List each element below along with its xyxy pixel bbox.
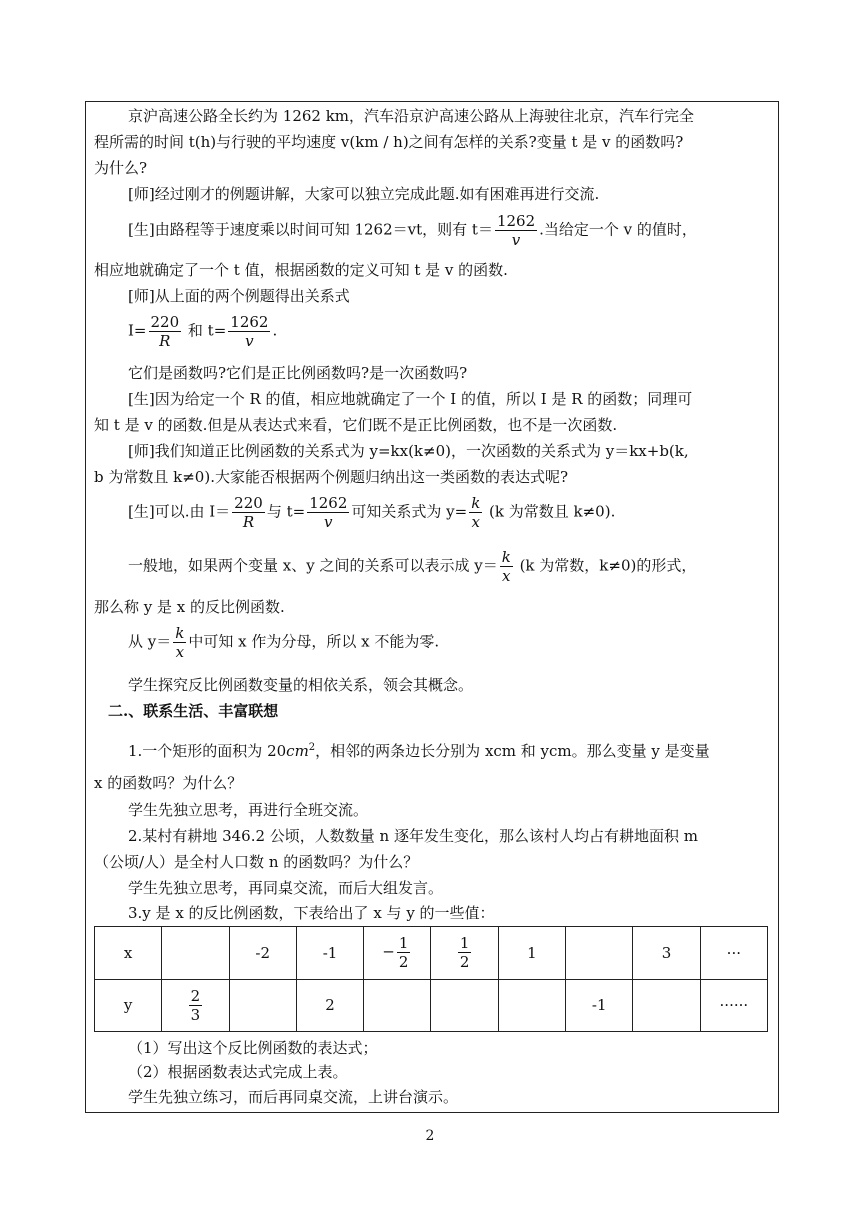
- numerator: k: [471, 494, 481, 512]
- paragraph-teacher-3-line2: b 为常数且 k≠0).大家能否根据两个例题归纳出这一类函数的表达式呢?: [94, 468, 569, 486]
- paragraph-student-1: [128, 212, 697, 249]
- question-2-line1: 2.某村有耕地 346.2 公顷，人数数量 n 逐年发生变化，那么该村人均占有耕地面积 m: [128, 827, 698, 845]
- text: [生]由路程等于速度乘以时间可知 1262＝vt，则有 t＝: [128, 220, 493, 239]
- numerator: 220: [150, 313, 180, 331]
- table-row-x: [95, 927, 768, 980]
- denominator: x: [502, 567, 511, 585]
- text: ，相邻的两条边长分别为 xcm 和 ycm。那么变量 y 是变量: [315, 742, 710, 760]
- text: 从 y＝: [128, 632, 172, 651]
- task-1: （1）写出这个反比例函数的表达式；: [128, 1039, 378, 1057]
- paragraph-explore: 学生探究反比例函数变量的相依关系，领会其概念。: [128, 676, 474, 694]
- table-cell: -1: [296, 927, 363, 980]
- fraction-t: [495, 212, 537, 249]
- denominator: x: [471, 513, 480, 531]
- cell-fraction: [189, 987, 203, 1024]
- denominator: 2: [459, 953, 470, 972]
- unit-exponent: 2: [308, 742, 316, 753]
- paragraph-definition-line2: 那么称 y 是 x 的反比例函数.: [94, 598, 285, 616]
- table-cell: [229, 979, 296, 1032]
- cell-fraction: [397, 934, 411, 971]
- paragraph-definition: [128, 548, 696, 585]
- numerator: 1: [459, 934, 470, 953]
- table-cell: [364, 979, 431, 1032]
- text: (k 为常数且 k≠0).: [484, 502, 616, 521]
- values-table: [94, 926, 768, 1032]
- table-cell: -2: [229, 927, 296, 980]
- fraction-t: [228, 313, 270, 350]
- row-label-x: x: [95, 927, 162, 980]
- question-3: 3.y 是 x 的反比例函数，下表给出了 x 与 y 的一些值：: [128, 904, 495, 922]
- minus-sign: −: [382, 942, 395, 961]
- table-cell: [431, 927, 498, 980]
- table-cell: [566, 927, 633, 980]
- paragraph-highway-line3: 为什么?: [94, 159, 148, 177]
- table-cell: 2: [296, 979, 363, 1032]
- row-label-y: y: [95, 979, 162, 1032]
- paragraph-question: 它们是函数吗?它们是正比例函数吗?是一次函数吗?: [128, 364, 468, 382]
- table-cell: ···: [700, 927, 767, 980]
- table-cell: 3: [633, 927, 700, 980]
- section-heading: 二.、联系生活、丰富联想: [108, 702, 279, 720]
- cell-fraction: [458, 934, 472, 971]
- table-cell: ······: [700, 979, 767, 1032]
- table-cell: [431, 979, 498, 1032]
- denominator: 3: [190, 1005, 201, 1024]
- denominator: v: [245, 332, 254, 350]
- numerator: 1262: [496, 212, 536, 230]
- paragraph-teacher-3-line1: [师]我们知道正比例函数的关系式为 y=kx(k≠0)，一次函数的关系式为 y＝kx+b(k,: [128, 442, 689, 460]
- paragraph-student-1-line2: 相应地就确定了一个 t 值，根据函数的定义可知 t 是 v 的函数.: [94, 261, 508, 279]
- paragraph-denominator-note: [128, 624, 439, 661]
- numerator: 1262: [309, 494, 348, 512]
- fraction-k-over-x: [500, 548, 513, 585]
- text: 和 t=: [183, 321, 227, 340]
- numerator: 1: [398, 934, 409, 953]
- denominator: v: [511, 231, 521, 249]
- fraction-I: [232, 494, 265, 531]
- fraction-I: [149, 313, 182, 350]
- paragraph-student-2-line1: [生]因为给定一个 R 的值，相应地就确定了一个 I 的值，所以 I 是 R 的函数；同理可: [128, 390, 693, 408]
- numerator: 1262: [230, 313, 269, 331]
- text: 1.一个矩形的面积为 20: [128, 742, 287, 760]
- numerator: 2: [190, 986, 201, 1005]
- denominator: R: [242, 513, 255, 531]
- numerator: k: [175, 624, 185, 642]
- denominator: 2: [398, 953, 409, 972]
- paragraph-highway-line1: 京沪高速公路全长约为 1262 km，汽车沿京沪高速公路从上海驶往北京，汽车行完全: [128, 107, 695, 125]
- text: [生]可以.由 I＝: [128, 502, 231, 521]
- task-note: 学生先独立练习，而后再同桌交流，上讲台演示。: [128, 1088, 459, 1106]
- text: 与 t=: [266, 502, 306, 521]
- text: 一般地，如果两个变量 x、y 之间的关系可以表示成 y＝: [128, 556, 498, 575]
- paragraph-student-3: [128, 494, 615, 531]
- text: 可知关系式为 y=: [351, 502, 468, 521]
- fraction-k-over-x: [173, 624, 186, 661]
- table-cell: -1: [566, 979, 633, 1032]
- question-2-note: 学生先独立思考，再同桌交流，而后大组发言。: [128, 879, 444, 897]
- table-cell: [162, 927, 229, 980]
- text: 中可知 x 作为分母，所以 x 不能为零.: [188, 632, 440, 651]
- numerator: 220: [234, 494, 263, 512]
- formula-line: [128, 313, 277, 350]
- table-cell: 1: [498, 927, 565, 980]
- text: (k 为常数，k≠0)的形式，: [514, 556, 697, 575]
- text: .: [272, 321, 278, 340]
- table-row-y: [95, 979, 768, 1032]
- paragraph-student-2-line2: 知 t 是 v 的函数.但是从表达式来看，它们既不是正比例函数，也不是一次函数.: [94, 416, 618, 434]
- question-2-line2: （公顷/人）是全村人口数 n 的函数吗？为什么？: [94, 853, 419, 871]
- paragraph-teacher-2: [师]从上面的两个例题得出关系式: [128, 287, 350, 305]
- question-1: [128, 738, 710, 761]
- denominator: v: [324, 513, 333, 531]
- unit-cm: cm: [286, 742, 309, 760]
- fraction-k-over-x: [469, 494, 482, 531]
- table-cell: [633, 979, 700, 1032]
- question-1-line2: x 的函数吗？为什么？: [94, 774, 243, 792]
- paragraph-teacher-1: [师]经过刚才的例题讲解，大家可以独立完成此题.如有困难再进行交流.: [128, 185, 600, 203]
- page-number: 2: [425, 1128, 435, 1144]
- table-cell: [498, 979, 565, 1032]
- table-cell: [162, 979, 229, 1032]
- text: .当给定一个 v 的值时，: [539, 220, 697, 239]
- fraction-t: [307, 494, 349, 531]
- text: I=: [128, 321, 147, 340]
- denominator: R: [159, 332, 171, 350]
- paragraph-highway-line2: 程所需的时间 t(h)与行驶的平均速度 v(km / h)之间有怎样的关系?变量 t 是 v 的函数吗?: [94, 133, 684, 151]
- denominator: x: [175, 643, 185, 661]
- table-cell: [364, 927, 431, 980]
- question-1-note: 学生先独立思考，再进行全班交流。: [128, 801, 369, 819]
- numerator: k: [501, 548, 511, 566]
- task-2: （2）根据函数表达式完成上表。: [128, 1063, 348, 1081]
